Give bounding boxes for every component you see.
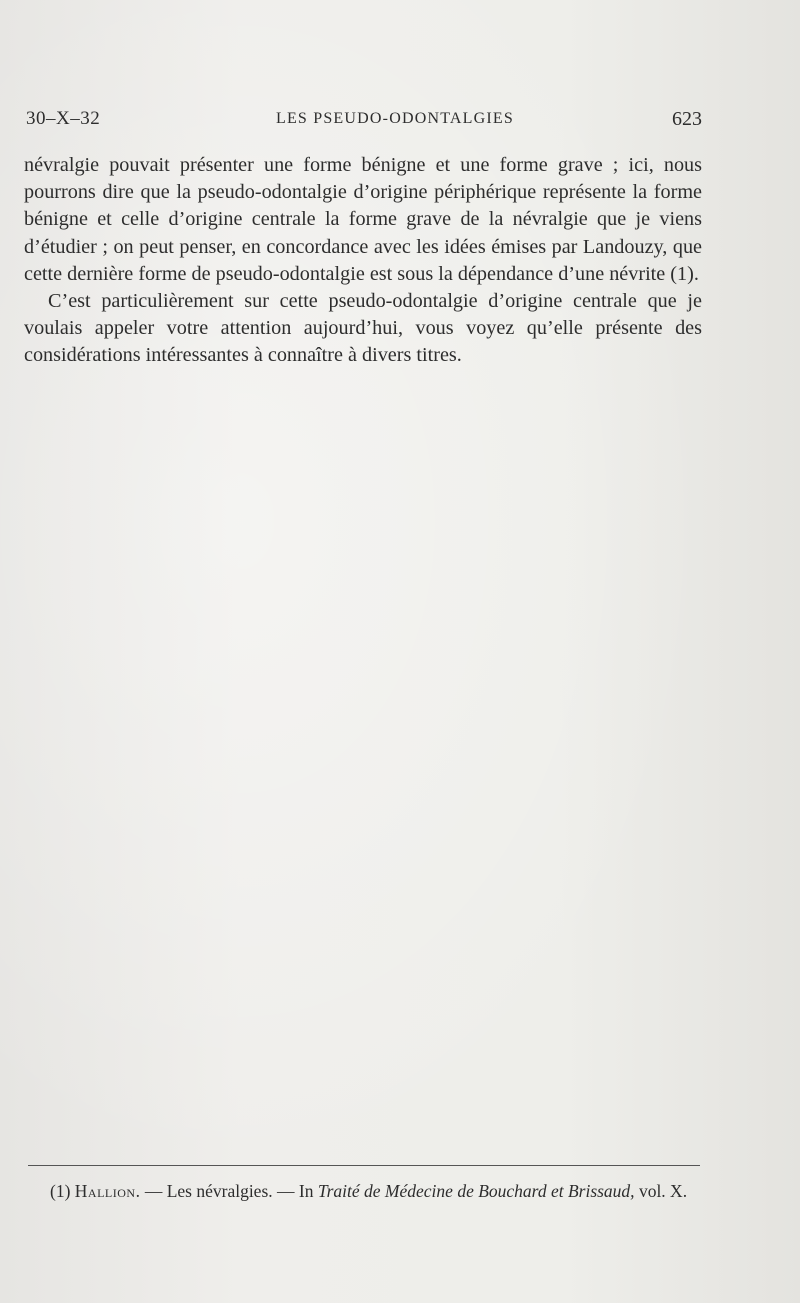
header-date: 30–X–32: [26, 108, 101, 129]
footnote-number: (1): [50, 1181, 71, 1201]
footnote-author: Hallion.: [74, 1181, 141, 1201]
footnote: [24, 1180, 702, 1203]
footnote-divider: [28, 1165, 700, 1166]
footnote-work-title: Traité de Médecine de Bouchard et Brissaud,: [317, 1181, 635, 1201]
body-text: [24, 152, 702, 370]
paragraph-2: C’est particulièrement sur cette pseudo-odontalgie d’origine centrale que je voulais appeler votre attention aujourd’hui, vous voyez qu’elle présente des considérations intéressantes à connaître à divers titres.: [24, 290, 702, 367]
footnote-text-2: vol. X.: [638, 1181, 688, 1201]
paragraph-1: névralgie pouvait présenter une forme bénigne et une forme grave ; ici, nous pourrons dire que la pseudo-odontalgie d’origine périphérique représente la forme bénigne et celle d’origine centrale la forme grave de la névralgie que je viens d’étudier ; on peut penser, en concordance avec les idées émises par Landouzy, que cette dernière forme de pseudo-odontalgie est sous la dépendance d’une névrite (1).: [24, 154, 702, 285]
page-number: 623: [672, 108, 702, 130]
header-title: LES PSEUDO-ODONTALGIES: [275, 110, 514, 127]
footnote-text-1: — Les névralgies. — In: [144, 1181, 314, 1201]
running-head: [26, 108, 702, 138]
